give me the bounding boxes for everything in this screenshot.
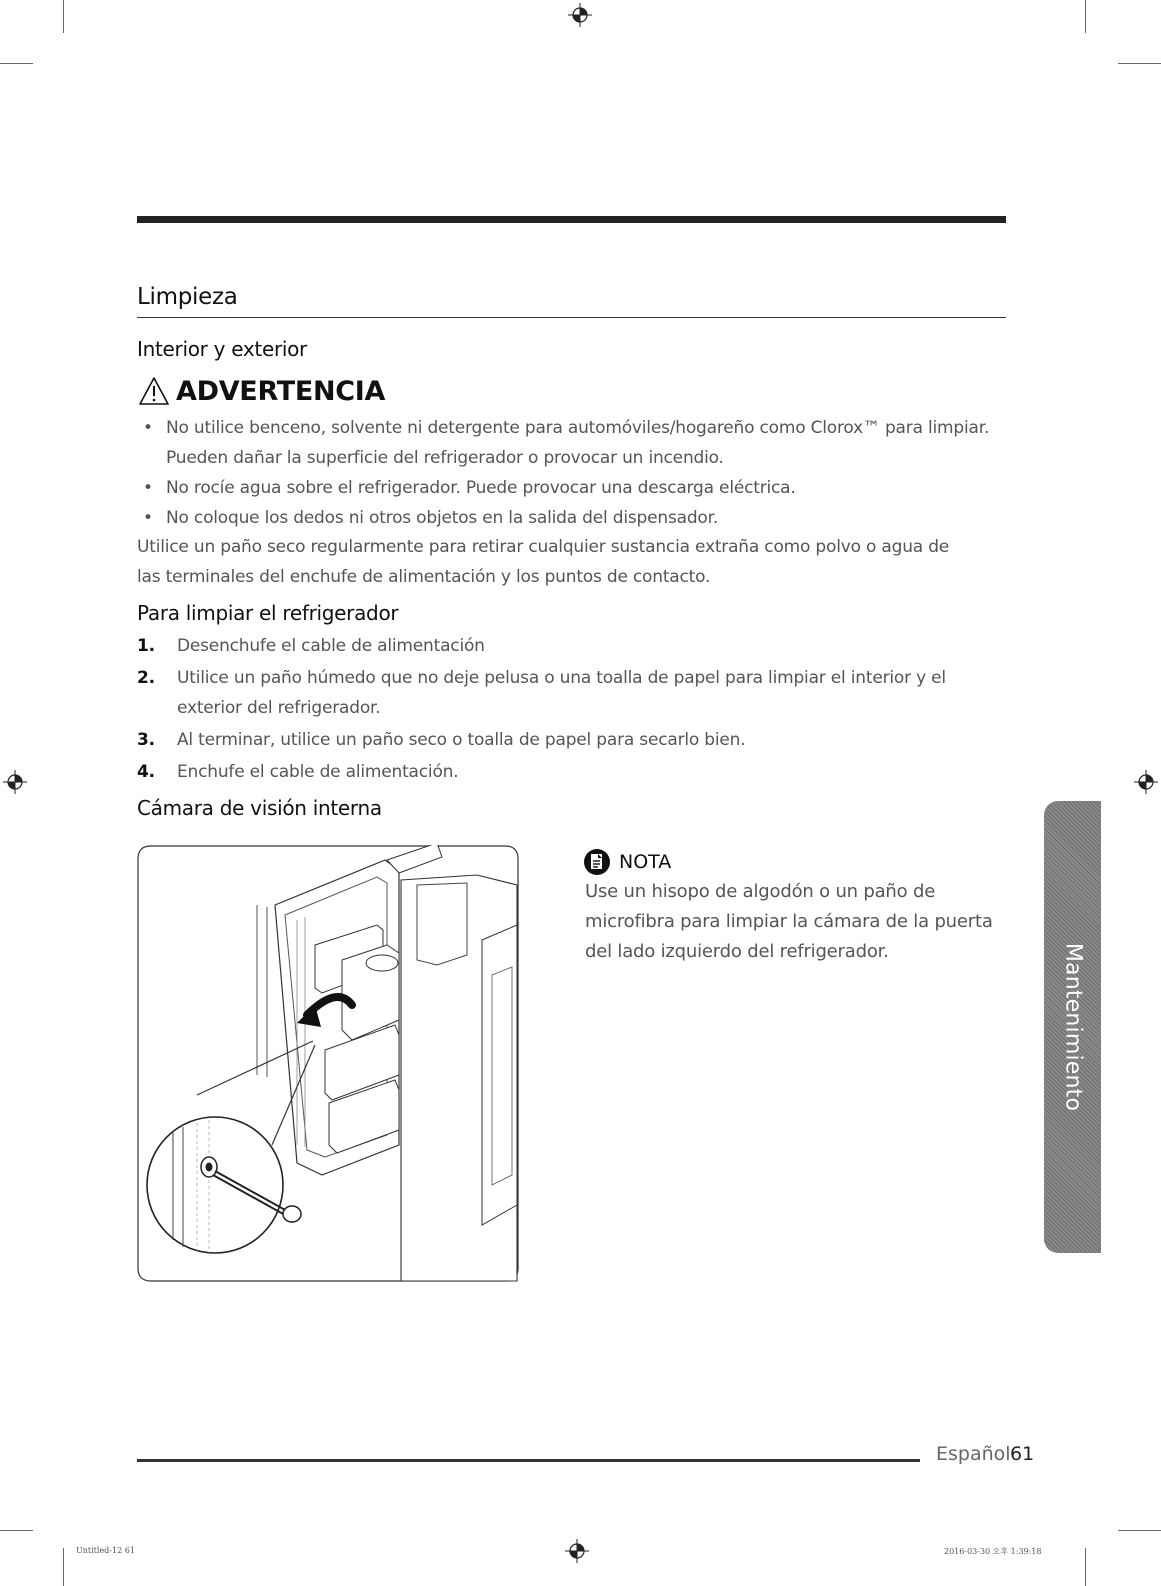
step-text: Enchufe el cable de alimentación. [177, 762, 459, 782]
step-number: 1. [137, 636, 155, 656]
warning-triangle-icon [138, 376, 170, 406]
section-title: Limpieza [137, 284, 238, 310]
crop-mark [1118, 63, 1161, 64]
warning-list [140, 413, 990, 533]
chapter-tab-label: Mantenimiento [1060, 942, 1085, 1112]
procedure-step [137, 757, 997, 787]
maintenance-paragraph: Utilice un paño seco regularmente para retirar cualquier sustancia extraña como polvo o agua de las terminales del enchufe de alimentación y los puntos de contacto. [137, 537, 950, 587]
step-text: Al terminar, utilice un paño seco o toalla de papel para secarlo bien. [177, 730, 746, 750]
warning-item: • No rocíe agua sobre el refrigerador. Puede provocar una descarga eléctrica. [140, 473, 990, 503]
crop-mark [0, 63, 33, 64]
subsection-title: Interior y exterior [137, 337, 307, 361]
camera-section-title: Cámara de visión interna [137, 796, 382, 820]
note-icon [583, 848, 611, 876]
procedure-step [137, 725, 997, 755]
registration-mark-icon [567, 2, 593, 28]
procedure-title: Para limpiar el refrigerador [137, 601, 399, 625]
crop-mark [1085, 0, 1086, 33]
registration-mark-icon [564, 1538, 590, 1564]
procedure-step [137, 631, 997, 661]
note-header [583, 848, 671, 876]
footer-language: Español [936, 1443, 1011, 1465]
procedure-steps [137, 631, 997, 789]
registration-mark-icon [2, 769, 28, 795]
section-title-rule [137, 317, 1006, 318]
step-number: 2. [137, 668, 155, 688]
note-text: Use un hisopo de algodón o un paño de microfibra para limpiar la cámara de la puerta del lado izquierdo del refrigerador. [585, 881, 993, 962]
chapter-side-tab [1044, 801, 1101, 1253]
crop-mark [63, 1548, 64, 1586]
step-text: Desenchufe el cable de alimentación [177, 636, 485, 656]
step-number: 4. [137, 762, 155, 782]
crop-mark [0, 1530, 33, 1531]
warning-item: • No coloque los dedos ni otros objetos en la salida del dispensador. [140, 503, 990, 533]
crop-mark [63, 0, 64, 33]
step-number: 3. [137, 730, 155, 750]
warning-item: • No utilice benceno, solvente ni detergente para automóviles/hogareño como Clorox™ para limpiar. Pueden dañar la superficie del refrigerador o provocar un incendio. [140, 413, 990, 473]
warning-header [138, 374, 385, 408]
page-number: 61 [1010, 1443, 1035, 1465]
crop-mark [1118, 1530, 1161, 1531]
crop-mark [1085, 1548, 1086, 1586]
print-slug-right: 2016-03-30 오후 1:39:18 [944, 1547, 1042, 1556]
print-slug-left: Untitled-12 61 [76, 1546, 135, 1555]
footer-rule [137, 1459, 920, 1462]
step-text: Utilice un paño húmedo que no deje pelusa o una toalla de papel para limpiar el interior y el exterior del refrigerador. [177, 668, 946, 718]
procedure-step [137, 663, 997, 723]
note-label: NOTA [619, 851, 672, 873]
registration-mark-icon [1133, 769, 1159, 795]
warning-label: ADVERTENCIA [176, 375, 386, 407]
refrigerator-door-illustration [137, 845, 519, 1282]
header-rule [137, 216, 1006, 223]
